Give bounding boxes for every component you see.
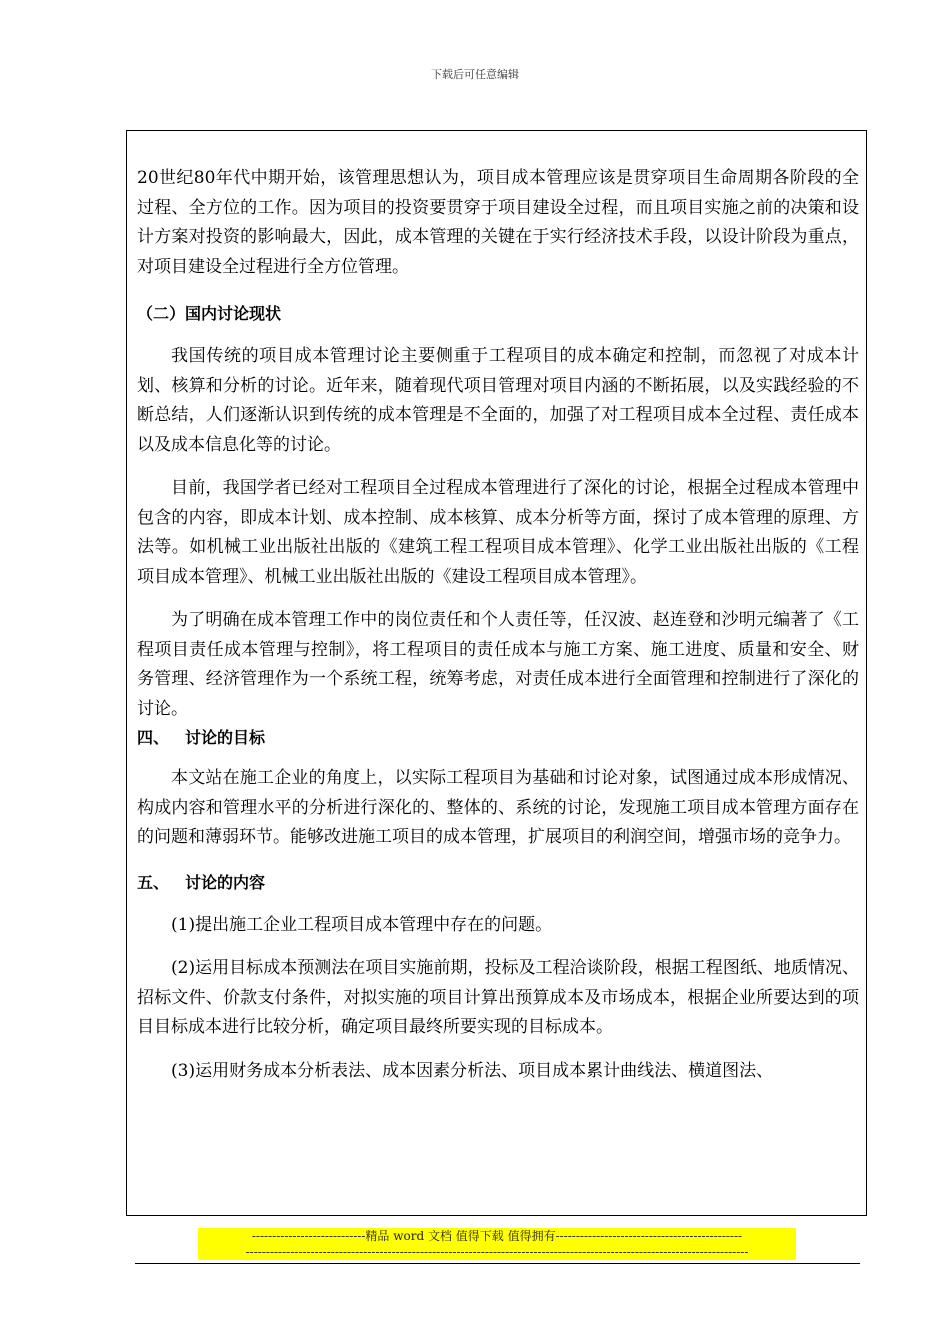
section-heading-objectives xyxy=(137,726,859,750)
content-item-2: (2)运用目标成本预测法在项目实施前期，投标及工程洽谈阶段，根据工程图纸、地质情况、招标文件、价款支付条件，对拟实施的项目计算出预算成本及市场成本，根据企业所要达到的项目目标成本进行比较分析，确定项目最终所要实现的目标成本。 xyxy=(137,958,859,1037)
footer-banner-line-1: ----------------------------精品 word 文档 值得下载 值得拥有---------------------------------------------- xyxy=(198,1228,796,1244)
paragraph-intro: 20世纪80年代中期开始，该管理思想认为，项目成本管理应该是贯穿项目生命周期各阶段的全过程、全方位的工作。因为项目的投资要贯穿于项目建设全过程，而且项目实施之前的决策和设计方案对投资的影响最大，因此，成本管理的关键在于实行经济技术手段，以设计阶段为重点，对项目建设全过程进行全方位管理。 xyxy=(137,168,859,277)
document-frame xyxy=(126,130,867,1216)
section-number: 四、 xyxy=(137,728,170,747)
paragraph-objectives: 本文站在施工企业的角度上，以实际工程项目为基础和讨论对象，试图通过成本形成情况、构成内容和管理水平的分析进行深化的、整体的、系统的讨论，发现施工项目成本管理方面存在的问题和薄弱环节。能够改进施工项目的成本管理，扩展项目的利润空间，增强市场的竞争力。 xyxy=(137,768,859,847)
section-title: 讨论的目标 xyxy=(185,728,266,747)
footer-rule xyxy=(135,1263,860,1264)
section-number: 五、 xyxy=(137,872,170,892)
paragraph-domestic-2: 目前，我国学者已经对工程项目全过程成本管理进行了深化的讨论，根据全过程成本管理中包含的内容，即成本计划、成本控制、成本核算、成本分析等方面，探讨了成本管理的原理、方法等。如机械工业出版社出版的《建筑工程工程项目成本管理》、化学工业出版社出版的《工程项目成本管理》、机械工业出版社出版的《建设工程项目成本管理》。 xyxy=(137,478,859,587)
paragraph-domestic-3: 为了明确在成本管理工作中的岗位责任和个人责任等，任汉波、赵连登和沙明元编著了《工程项目责任成本管理与控制》，将工程项目的责任成本与施工方案、施工进度、质量和安全、财务管理、经济管理作为一个系统工程，统筹考虑，对责任成本进行全面管理和控制进行了深化的讨论。 xyxy=(137,610,859,719)
header-note: 下载后可任意编辑 xyxy=(431,68,519,81)
content-item-3: (3)运用财务成本分析表法、成本因素分析法、项目成本累计曲线法、横道图法、 xyxy=(171,1060,774,1081)
footer-banner-line-2: ---------------------------------------------------------------------------------------------------------------------------- xyxy=(198,1244,796,1260)
paragraph-domestic-1: 我国传统的项目成本管理讨论主要侧重于工程项目的成本确定和控制，而忽视了对成本计划、核算和分析的讨论。近年来，随着现代项目管理对项目内涵的不断拓展，以及实践经验的不断总结，人们逐渐认识到传统的成本管理是不全面的，加强了对工程项目成本全过程、责任成本以及成本信息化等的讨论。 xyxy=(137,346,859,455)
section-title: 讨论的内容 xyxy=(185,872,266,892)
content-item-1: (1)提出施工企业工程项目成本管理中存在的问题。 xyxy=(171,914,553,935)
document-body xyxy=(137,164,859,1086)
section-heading-contents xyxy=(137,871,859,895)
subheading-domestic-research: （二）国内讨论现状 xyxy=(137,304,282,323)
